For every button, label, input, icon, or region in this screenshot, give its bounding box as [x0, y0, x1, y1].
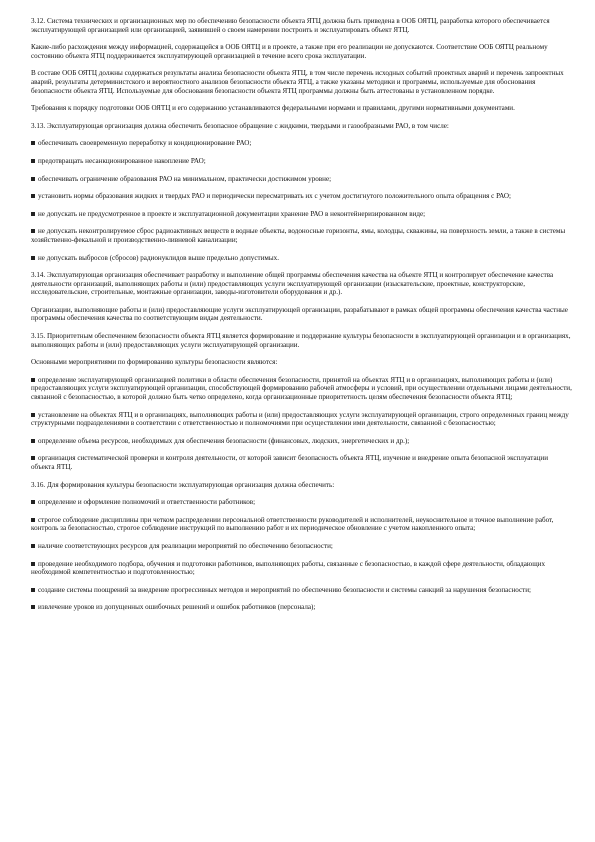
paragraph-3-13 [31, 122, 573, 131]
bullet-icon [31, 378, 35, 382]
bullet-icon [31, 413, 35, 417]
bullet-icon [31, 456, 35, 460]
paragraph-text: 3.16. Для формирования культуры безопасности эксплуатирующая организация должна обеспечить: [31, 480, 335, 489]
list-item-text: организация систематической проверки и контроля деятельности, от которой зависит безопасность объекта ЯТЦ, изучение и внедрение опыта безопасной эксплуатации объекта ЯТЦ. [31, 454, 548, 471]
paragraph-text: Какие-либо расхождения между информацией, содержащейся в ООБ ОЯТЦ и в проекте, а также при его реализации не допускаются. Соответствие ООБ ОЯТЦ реальному состоянию объекта ЯТЦ поддерживается эксплуатирующей организацией в течение всего срока эксплуатации. [31, 43, 548, 60]
list-item [31, 411, 573, 428]
list-item-text: создание системы поощрений за внедрение прогрессивных методов и мероприятий по обеспечению безопасности и системы санкций за нарушения безопасности; [38, 585, 532, 594]
list-item-text: не допускать выбросов (сбросов) радионуклидов выше предельно допустимых. [38, 253, 279, 262]
list-item-text: обеспечивать ограничение образования РАО на минимальном, практически достижимом уровне; [38, 174, 332, 183]
list-item-text: установление на объектах ЯТЦ и в организациях, выполняющих работы и (или) предоставляющих услуги эксплуатирующей организации, строго определенных границ между структурными подразделениями в соответствии с ответственностью и полномочиями при осуществлении ими деятельности, связанной с безопасностью; [31, 410, 569, 428]
list-item [31, 454, 573, 471]
paragraph-main-measures [31, 358, 573, 367]
list-item [31, 175, 573, 184]
list-item-text: проведение необходимого подбора, обучения и подготовки работников, выполняющих работы, связанные с безопасностью, в каждой сфере деятельности, обладающих необходимой компетентностью и подготовленностью; [31, 559, 546, 577]
list-item-text: определение объема ресурсов, необходимых для обеспечения безопасности (финансовых, людских, энергетических и др.); [38, 436, 410, 445]
paragraph-text: 3.13. Эксплуатирующая организация должна обеспечить безопасное обращение с жидкими, твердыми и газообразными РАО, в том числе: [31, 121, 449, 130]
bullet-icon [31, 256, 35, 260]
list-item [31, 603, 573, 612]
list-item-text: извлечение уроков из допущенных ошибочных решений и ошибок работников (персонала); [38, 603, 316, 612]
list-item-text: определение эксплуатирующей организацией политики в области обеспечения безопасности, принятой на объектах ЯТЦ и в организациях, выполняющих работы и (или) предоставляющих услуги эксплуатирующей организации, способствующей формированию рабочей атмосферы и условий, при осуществлении отдельными лицами деятельности, связанной с безопасностью, в которой должно быть четко определено, когда организационные приоритетность целям обеспечения безопасности объекта ЯТЦ; [31, 375, 572, 402]
list-item [31, 516, 573, 533]
bullet-icon [31, 562, 35, 566]
list-item [31, 227, 573, 244]
list-item-text: обеспечивать своевременную переработку и кондиционирование РАО; [38, 139, 252, 148]
paragraph-requirements [31, 104, 573, 113]
bullet-icon [31, 544, 35, 548]
list-item-text: не допускать не предусмотренное в проекте и эксплуатационной документации хранение РАО в неконтейнеризированном виде; [38, 209, 426, 218]
list-item [31, 560, 573, 577]
bullet-icon [31, 141, 35, 145]
list-item-text: определение и оформление полномочий и ответственности работников; [38, 498, 256, 507]
paragraph-text: Организации, выполняющие работы и (или) предоставляющие услуги эксплуатирующей организации, разрабатывают в рамках общей программы обеспечения качества частные программы обеспечения качества по соответствующим видам деятельности. [31, 305, 568, 323]
paragraph-discrepancies [31, 43, 573, 60]
list-item [31, 437, 573, 446]
paragraph-oob-contents [31, 69, 573, 95]
bullet-icon [31, 194, 35, 198]
list-item [31, 376, 573, 402]
bullet-icon [31, 177, 35, 181]
list-item [31, 586, 573, 595]
list-item-text: наличие соответствующих ресурсов для реализации мероприятий по обеспечению безопасности; [38, 541, 333, 550]
list-item [31, 254, 573, 263]
paragraph-text: Требования к порядку подготовки ООБ ОЯТЦ и его содержанию устанавливаются федеральными нормами и правилами, другими нормативными документами. [31, 104, 515, 113]
list-item-text: не допускать неконтролируемое сброс радиоактивных веществ в водные объекты, водоносные горизонты, ямы, колодцы, скважины, на поверхность земли, а также в системы хозяйственно-фекальной и производственно-ливневой канализации; [31, 227, 566, 244]
bullet-icon [31, 229, 35, 233]
paragraph-3-16 [31, 481, 573, 490]
paragraph-organizations [31, 306, 573, 323]
list-item-text: предотвращать несанкционированное накопление РАО; [38, 156, 206, 165]
list-item [31, 498, 573, 507]
list-item [31, 210, 573, 219]
list-item [31, 139, 573, 148]
bullet-icon [31, 159, 35, 163]
paragraph-text: 3.14. Эксплуатирующая организация обеспечивает разработку и выполнение общей программы обеспечения качества на объекте ЯТЦ и контролирует обеспечение качества деятельности организаций, выполняющих работы и (или) предоставляющих услуги эксплуатирующей организации (изыскательские, проектные, конструкторские, исследовательские, строительные, монтажные организации, заводы-изготовители оборудования и др.). [31, 271, 554, 297]
paragraph-text: 3.15. Приоритетным обеспечением безопасности объекта ЯТЦ является формирование и поддержание культуры безопасности в эксплуатирующей организации и в организациях, выполняющих работы и (или) предоставляющих услуги эксплуатирующей организации. [31, 332, 571, 349]
paragraph-3-12 [31, 17, 573, 34]
list-item [31, 542, 573, 551]
list-item [31, 192, 573, 201]
paragraph-text: 3.12. Система технических и организационных мер по обеспечению безопасности объекта ЯТЦ должна быть приведена в ООБ ОЯТЦ, разработка которого обеспечивается эксплуатирующей организацией или организацией, заявившей о своем намерении построить и эксплуатировать объект ЯТЦ. [31, 17, 550, 34]
paragraph-text: В составе ООБ ОЯТЦ должны содержаться результаты анализа безопасности объекта ЯТЦ, в том числе перечень исходных событий проектных аварий и перечень запроектных аварий, результаты детерминистского и вероятностного анализов безопасности объекта ЯТЦ, а также указаны методики и программы, используемые для обоснования безопасности объекта ЯТЦ. Используемые для обоснования безопасности объекта ЯТЦ программы должны быть аттестованы в установленном порядке. [31, 69, 564, 95]
bullet-icon [31, 588, 35, 592]
bullet-icon [31, 500, 35, 504]
paragraph-3-14 [31, 271, 573, 297]
paragraph-3-15 [31, 332, 573, 349]
bullet-icon [31, 518, 35, 522]
list-item-text: установить нормы образования жидких и твердых РАО и периодически пересматривать их с учетом достигнутого положительного опыта обращения с РАО; [38, 192, 511, 201]
bullet-icon [31, 212, 35, 216]
bullet-icon [31, 439, 35, 443]
list-item-text: строгое соблюдение дисциплины при четком распределении персональной ответственности руководителей и исполнителей, неукоснительное и точное выполнение работ, контроль за безопасностью, строгое соблюдение инструкций по выполнению работ и их периодическое обновление с учетом накопленного опыта; [31, 515, 554, 533]
list-item [31, 157, 573, 166]
paragraph-text: Основными мероприятиями по формированию культуры безопасности являются: [31, 358, 278, 367]
bullet-icon [31, 605, 35, 609]
